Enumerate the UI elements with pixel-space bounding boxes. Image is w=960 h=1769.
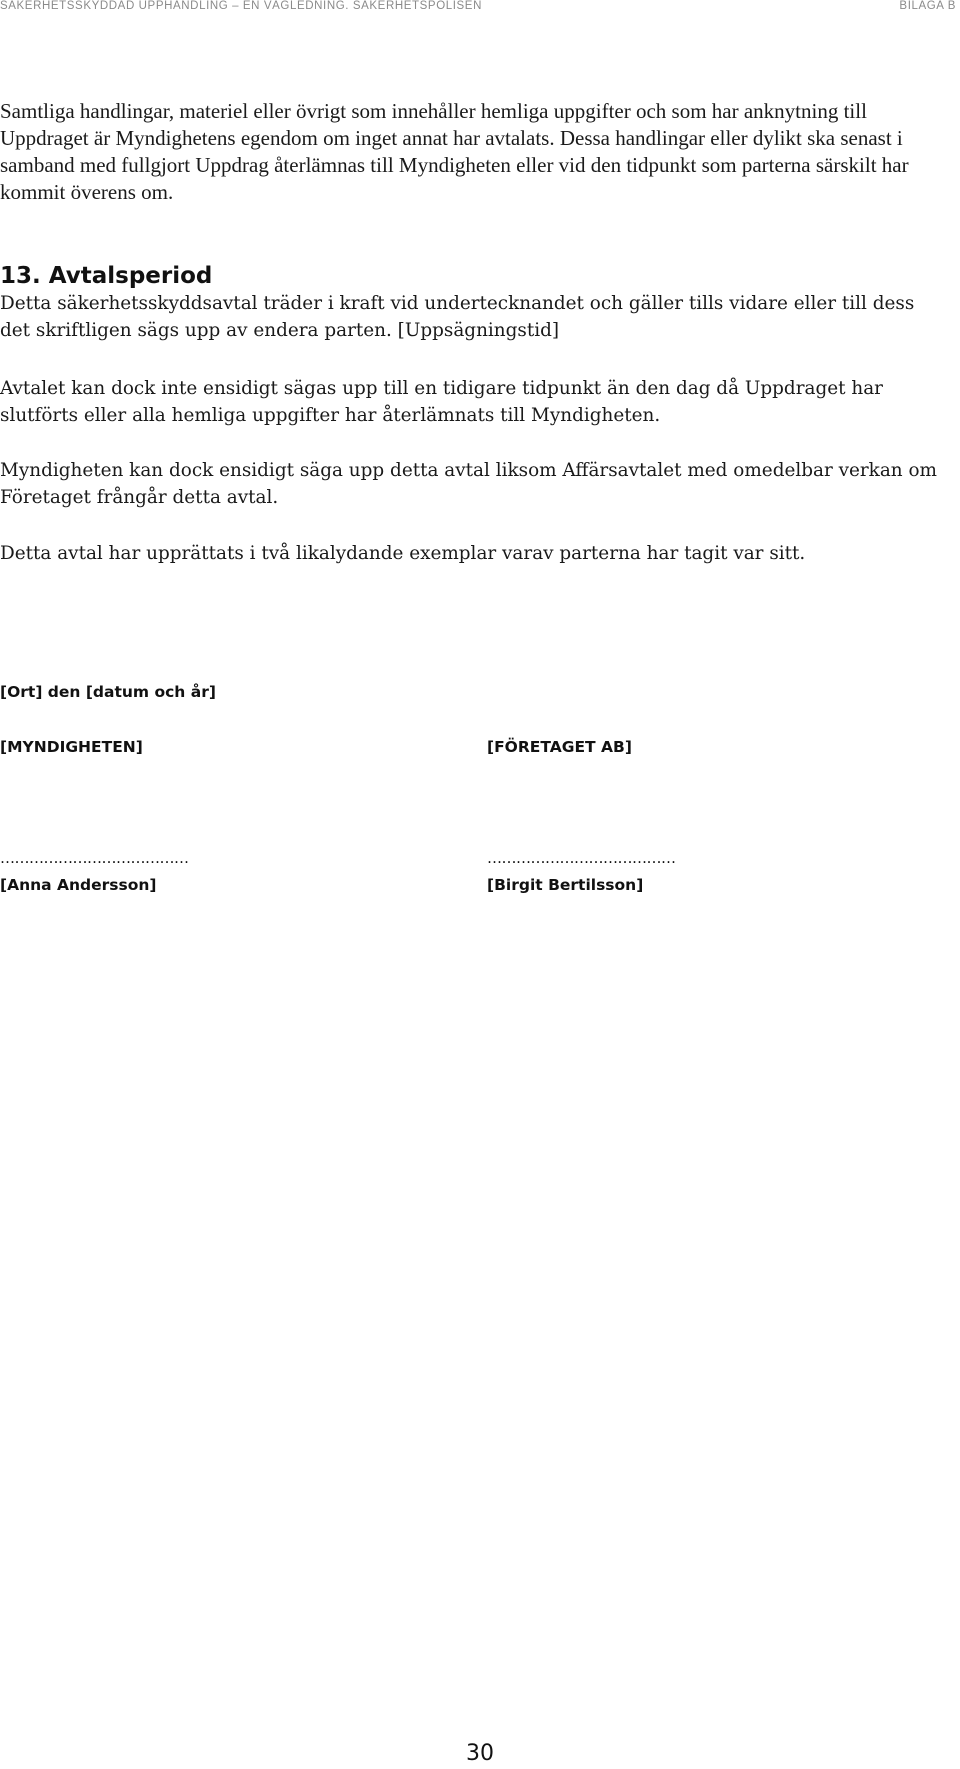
section-paragraph-4: Detta avtal har upprättats i två likalydande exemplar varav parterna har tagit var sitt. [0, 543, 806, 564]
running-header [0, 0, 956, 14]
party-company: [FÖRETAGET AB] [487, 738, 632, 756]
party-authority: [MYNDIGHETEN] [0, 738, 143, 756]
section-paragraph-3: Myndigheten kan dock ensidigt säga upp detta avtal liksom Affärsavtalet med omedelbar verkan om Företaget frångår detta avtal. [0, 460, 937, 508]
place-and-date: [Ort] den [datum och år] [0, 683, 216, 701]
page-number: 30 [466, 1741, 494, 1766]
section-heading: 13. Avtalsperiod [0, 263, 213, 289]
intro-paragraph: Samtliga handlingar, materiel eller övrigt som innehåller hemliga uppgifter och som har anknytning till Uppdraget är Myndighetens egendom om inget annat har avtalats. Dessa handlingar eller dylikt ska senast i samband med fullgjort Uppdrag återlämnas till Myndigheten eller vid den tidpunkt som parterna särskilt har kommit överens om. [0, 99, 909, 204]
signature-line-company: ………………………………… [487, 849, 676, 867]
header-appendix-label: BILAGA B [899, 0, 956, 12]
signatory-company-name: [Birgit Bertilsson] [487, 876, 644, 894]
section-paragraph-2: Avtalet kan dock inte ensidigt sägas upp till en tidigare tidpunkt än den dag då Uppdraget har slutförts eller alla hemliga uppgifter har återlämnats till Myndigheten. [0, 378, 883, 426]
header-document-title: SÄKERHETSSKYDDAD UPPHANDLING – EN VÄGLEDNING. SÄKERHETSPOLISEN [0, 0, 482, 12]
signature-line-authority: ………………………………… [0, 849, 189, 867]
signatory-authority-name: [Anna Andersson] [0, 876, 157, 894]
section-paragraph-1: Detta säkerhetsskyddsavtal träder i kraft vid undertecknandet och gäller tills vidare eller till dess det skriftligen sägs upp av endera parten. [Uppsägningstid] [0, 293, 915, 341]
